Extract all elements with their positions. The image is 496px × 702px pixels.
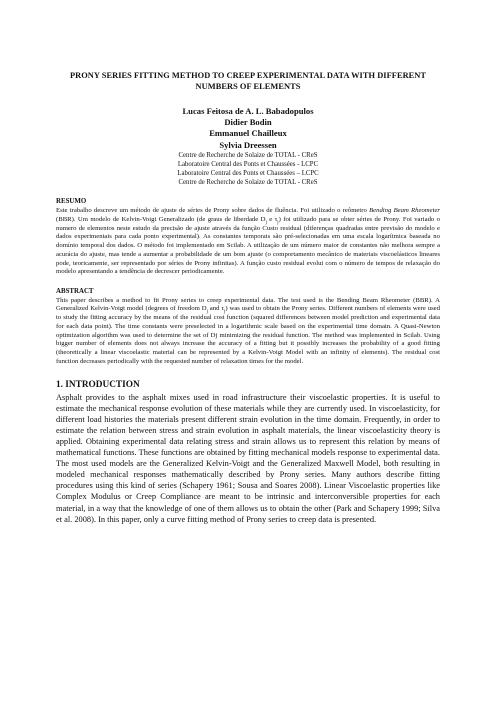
author-name: Sylvia Dreessen — [219, 139, 277, 150]
subscript: j — [224, 309, 226, 315]
subscript: j — [265, 220, 267, 226]
resumo-italic: Bending Beam Rheometer — [369, 207, 441, 215]
abstract-part: and τ — [209, 305, 225, 313]
resumo-part: (BBR). Um modelo de Kelvin-Voigt Generalizado (de graus de liberdade D — [56, 215, 266, 223]
author-name: Emmanuel Chailleux — [209, 128, 287, 139]
affiliation: Laboratoire Central des Ponts et Chaussées - LCPC — [177, 160, 319, 168]
resumo-part: ) foi utilizado para se obter séries de Prony. Foi variado o numero de elementos neste estudo da precisão de ajuste através da função Custo residual (diferenças quadradas entre previsão do modelo e dados experimentais para cada ponto experimental). As constantes temporais são pré-selecionadas em uma escala logarítmica baseada no domínio temporal dos dados. O método foi implementado em Scilab. A utilização de um número maior de constantes não melhora sempre a acurácia do ajuste, mas tende a aumentar a probabilidade de um bom ajuste (o comportamento mecânico de materiais viscoelásticos lineares pode, teoricamente, ser representado por séries de Prony infinitas). A função custo residual evolui com o número de tempos de relaxação do modelo apresentando a tendência de decrescer periodicamente. — [56, 215, 441, 276]
author-list — [56, 106, 440, 151]
affiliation-list — [56, 152, 440, 188]
affiliation: Centre de Recherche de Solaize de TOTAL - CReS — [178, 151, 318, 159]
abstract-part: ) was used to obtain the Prony series. Different numbers of elements were used to study the fitting accuracy by the means of the residual cost function (squared differences between model prediction and experimental data for each data point). The time constants were preselected in a logarithmic scale based on the experimental time domain. A Quasi-Newton optimization algorithm was used to determine the set of Dj minimizing the residual function. The method was implemented in Scilab. Using bigger number of elements does not always increase the accuracy of a fitting but it possibly increases the probability of a good fitting (theoretically a linear viscoelastic material can be represented by a Kelvin-Voigt Model with an infinity of elements). The residual cost function decreases periodically with the requested number of relaxation times for the model. — [56, 305, 440, 365]
resumo-part: e τ — [269, 215, 278, 223]
paper-page — [56, 70, 440, 525]
subscript: j — [277, 220, 279, 226]
author-name: Lucas Feitosa de A. L. Babadopulos — [182, 106, 314, 116]
affiliation: Laboratoire Central des Ponts et Chaussées – LCPC — [177, 169, 319, 177]
author-name: Didier Bodin — [224, 117, 272, 128]
resumo-heading: RESUMO — [56, 198, 87, 206]
abstract-part: This paper describes a method to fit Prony series to creep experimental data. The test used is the Bending Beam Rheometer (BBR). A Generalized Kelvin-Voigt model (degrees of freedom D — [56, 296, 440, 313]
resumo-part: Este trabalho descreve um método de ajuste de séries de Prony sobre dados de fluência. Foi utilizado o reômetro — [56, 207, 367, 215]
abstract-text — [56, 297, 440, 367]
abstract-heading: ABSTRACT — [56, 288, 94, 296]
introduction-heading: 1. INTRODUCTION — [56, 379, 140, 390]
resumo-text — [56, 207, 440, 277]
affiliation: Centre de Recherche de Solaize de TOTAL - CReS — [178, 178, 318, 186]
subscript: j — [206, 309, 208, 315]
paper-title: PRONY SERIES FITTING METHOD TO CREEP EXPERIMENTAL DATA WITH DIFFERENT NUMBERS OF ELEMENTS — [69, 71, 427, 91]
introduction-text: Asphalt provides to the asphalt mixes used in road infrastructure their viscoelastic properties. It is useful to estimate the mechanical response evolution of these materials while they are currently used. In viscoelasticity, for different load histories the materials present different strain evolution in the time domain. Frequently, in order to estimate the relation between stress and strain evolution in asphalt materials, the linear viscoelasticity theory is applied. Obtaining experimental data relating stress and strain allows us to represent this relation by means of mathematical functions. These functions are obtained by fitting mechanical models response to experimental data. The most used models are the Generalized Kelvin-Voigt and the Generalized Maxwell Model, both resulting in modeled mechanical responses mathematically described by Prony series. Many authors describe fitting procedures using this kind of series (Schapery 1961; Sousa and Soares 2008). Linear Viscoelastic properties like Complex Modulus or Creep Compliance are meant to be intrinsic and interconversible properties for each material, in a way that the knowledge of one of them allows us to obtain the other (Park and Schapery 1999; Silva et al. 2008). In this paper, only a curve fitting method of Prony series to creep data is presented. — [56, 392, 440, 524]
